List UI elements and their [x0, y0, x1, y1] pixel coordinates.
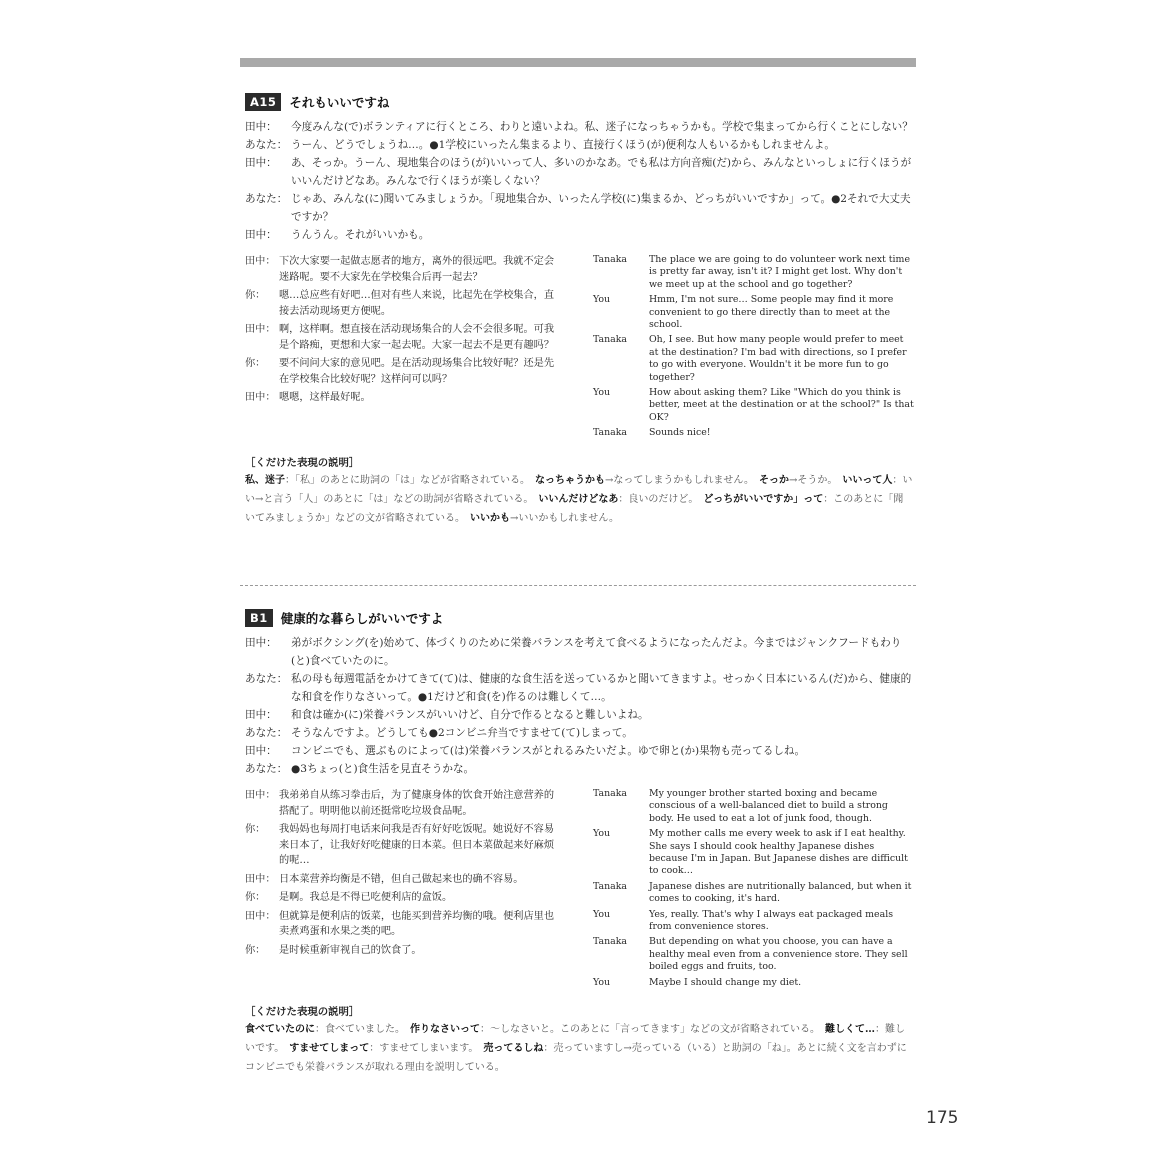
translation-line [593, 936, 915, 973]
explanation-heading: ［くだけた表現の説明］ [245, 1006, 360, 1019]
translation-line [245, 890, 563, 906]
dialogue-line [245, 154, 913, 190]
speaker: You [593, 908, 611, 920]
line-text: But depending on what you choose, you can have a healthy meal even from a convenience store. They sell boiled eggs and fruits, too. [649, 936, 908, 973]
translations [245, 788, 913, 992]
line-text: Sounds nice! [649, 427, 711, 439]
line-text: ●3ちょっ(と)食生活を見直そうかな。 [291, 763, 475, 775]
term-note: ：難しいです。 [245, 1024, 905, 1055]
japanese-dialogue [245, 634, 913, 778]
speaker: 田中： [245, 745, 277, 757]
speaker: 你： [245, 358, 266, 369]
line-text: Japanese dishes are nutritionally balanced, but when it comes to cooking, it's hard. [649, 880, 912, 905]
translation-line [593, 909, 915, 934]
line-text: 要不问问大家的意见吧。是在活动现场集合比较好呢？还是先在学校集合比较好呢？这样问可以吗？ [279, 358, 555, 385]
line-text: My younger brother started boxing and became conscious of a well-balanced diet to build a strong body. He used to eat a lot of junk food, though. [649, 788, 888, 824]
translations [245, 254, 913, 443]
translation-line [245, 288, 563, 319]
term-note: ：このあとに「聞いてみましょうか」などの文が省略されている。 [245, 493, 904, 524]
line-text: 弟がボクシング(を)始めて、体づくりのために栄養バランスを考えて食べるようになったんだよ。今まではジャンクフードもわり(と)食べていたのに。 [291, 637, 902, 667]
term-note: ：〜しなさいと。このあとに「言ってきます」などの文が省略されている。 [480, 1024, 815, 1036]
term: 売ってるしね [483, 1043, 544, 1055]
speaker: 你： [245, 290, 266, 301]
speaker: あなた： [245, 727, 288, 739]
speaker: 你： [245, 824, 266, 835]
english-translation [593, 788, 915, 992]
term: 私、迷子 [245, 474, 285, 486]
term-note: ：食べていました。 [315, 1024, 400, 1036]
speaker: 田中： [245, 157, 277, 169]
speaker: あなた： [245, 139, 288, 151]
translation-line [245, 872, 563, 888]
term-note: ：良いのだけど。 [618, 493, 694, 505]
section-heading [245, 92, 913, 112]
term: いいかも [470, 512, 510, 524]
line-text: Yes, really. That's why I always eat packaged meals from convenience stores. [649, 908, 894, 933]
speaker: You [593, 387, 611, 399]
translation-line [593, 427, 915, 439]
line-text: How about asking them? Like "Which do you think is better, meet at the destination or at the school?" Is that OK? [649, 387, 914, 423]
line-text: 是啊。我总是不得已吃便利店的盒饭。 [279, 892, 453, 903]
section-tag: B1 [245, 609, 273, 627]
english-translation [593, 254, 915, 443]
line-text: 但就算是便利店的饭菜，也能买到营养均衡的哦。便利店里也卖煮鸡蛋和水果之类的吧。 [279, 910, 555, 937]
explanation-text [245, 1020, 913, 1077]
dialogue-line [245, 760, 913, 778]
speaker: Tanaka [593, 334, 628, 346]
chinese-translation [245, 788, 563, 992]
line-text: 啊，这样啊。想直接在活动现场集合的人会不会很多呢。可我是个路痴，更想和大家一起去呢。大家一起去不是更有趣吗？ [279, 324, 555, 351]
speaker: You [593, 828, 611, 840]
dialogue-line [245, 742, 913, 760]
line-text: The place we are going to do volunteer work next time is pretty far away, isn't it? I might get lost. Why don't we meet up at the school and go together? [649, 254, 910, 290]
translation-line [593, 387, 915, 424]
translation-line [593, 334, 915, 384]
header-rule [240, 58, 916, 67]
speaker: あなた： [245, 673, 288, 685]
translation-line [245, 943, 563, 959]
line-text: My mother calls me every week to ask if I eat healthy. She says I should cook healthy Japanese dishes because I'm in Japan. But Japanese dishes are difficult to cook… [649, 828, 908, 877]
term: いいって人 [842, 474, 893, 486]
line-text: Oh, I see. But how many people would prefer to meet at the destination? I'm bad with directions, so I prefer to go with everyone. Wouldn't it be more fun to go together? [649, 334, 907, 383]
term-note: →なってしまうかもしれません。 [605, 474, 749, 486]
speaker: 田中： [245, 324, 276, 335]
translation-line [593, 828, 915, 878]
speaker: 田中： [245, 256, 276, 267]
translation-line [593, 254, 915, 291]
term-note: ：売っていますし→売っている（いる）と助詞の「ね」。あとに続く文を言わずにコンビニでも栄養バランスが取れる理由を説明している。 [245, 1043, 907, 1074]
translation-line [593, 881, 915, 906]
line-text: コンビニでも、選ぶものによって(は)栄養バランスがとれるみたいだよ。ゆで卵と(か)果物も売ってるしね。 [291, 745, 806, 757]
line-text: 嗯…总应些有好吧…但对有些人来说，比起先在学校集合，直接去活动现场更方便呢。 [279, 290, 555, 317]
term-note: ：いい→と言う「人」のあとに「は」などの助詞が省略されている。 [245, 474, 913, 505]
translation-line [593, 788, 915, 825]
japanese-dialogue [245, 118, 913, 244]
term-note: ：すませてしまいます。 [369, 1043, 474, 1055]
section-b1 [245, 608, 913, 1077]
dialogue-line [245, 706, 913, 724]
term: いいんだけどなあ [538, 493, 619, 505]
translation-line [245, 909, 563, 940]
line-text: うんうん。それがいいかも。 [291, 229, 430, 241]
term: 食べていたのに [245, 1024, 315, 1036]
speaker: 田中： [245, 637, 277, 649]
term-note: ：「私」のあとに助詞の「は」などが省略されている。 [285, 474, 525, 486]
dialogue-line [245, 724, 913, 742]
speaker: Tanaka [593, 880, 628, 892]
speaker: 田中： [245, 790, 276, 801]
translation-line [245, 390, 563, 406]
term: 難しくて… [825, 1024, 875, 1036]
translation-line [245, 822, 563, 869]
section-divider [240, 585, 916, 586]
line-text: 私の母も毎週電話をかけてきて(て)は、健康的な食生活を送っているかと聞いてきますよ。せっかく日本にいるん(だ)から、健康的な和食を作りなさいって。●1だけど和食(を)作るのは難しくて…。 [291, 673, 912, 703]
line-text: 和食は確か(に)栄養バランスがいいけど、自分で作るとなると難しいよね。 [291, 709, 649, 721]
speaker: 田中： [245, 121, 277, 133]
speaker: Tanaka [593, 788, 628, 799]
term-note: →いいかもしれません。 [510, 512, 619, 524]
speaker: Tanaka [593, 427, 628, 439]
speaker: 田中： [245, 392, 276, 403]
line-text: Maybe I should change my diet. [649, 976, 802, 988]
term-note: →そうか。 [788, 474, 833, 486]
dialogue-line [245, 118, 913, 136]
dialogue-line [245, 670, 913, 706]
speaker: 你： [245, 944, 266, 956]
speaker: You [593, 976, 611, 988]
line-text: じゃあ、みんな(に)聞いてみましょうか。「現地集合か、いったん学校(に)集まるか、どっちがいいですか」って。●2それで大丈夫ですか？ [291, 193, 911, 223]
section-title: それもいいですね [289, 95, 390, 110]
speaker: 田中： [245, 229, 277, 241]
explanation-heading: ［くだけた表現の説明］ [245, 456, 360, 469]
page-number: 175 [926, 1108, 959, 1128]
dialogue-line [245, 190, 913, 226]
line-text: そうなんですよ。どうしても●2コンビニ弁当ですませて(て)しまって。 [291, 727, 633, 739]
line-text: Hmm, I'm not sure… Some people may find it more convenient to go there directly than to meet at the school. [649, 294, 894, 331]
section-title: 健康的な暮らしがいいですよ [280, 611, 444, 626]
translation-line [245, 356, 563, 387]
term: なっちゃうかも [535, 474, 605, 486]
line-text: 下次大家要一起做志愿者的地方，离外的很远吧。我就不定会迷路呢。要不大家先在学校集合后再一起去？ [279, 256, 555, 283]
term: すませてしまって [289, 1043, 370, 1055]
line-text: あ、そっか。うーん、現地集合のほう(が)いいって人、多いのかなあ。でも私は方向音痴(だ)から、みんなといっしょに行くほうがいいんだけどなあ。みんなで行くほうが楽しくない？ [291, 157, 912, 187]
explanation-text [245, 471, 913, 528]
dialogue-line [245, 226, 913, 244]
speaker: 田中： [245, 873, 276, 885]
speaker: あなた： [245, 193, 288, 205]
term: そっか [758, 474, 789, 486]
translation-line [245, 322, 563, 353]
section-heading [245, 608, 913, 628]
speaker: 你： [245, 892, 266, 903]
translation-line [593, 977, 915, 989]
line-text: 我弟弟自从练习拳击后，为了健康身体的饮食开始注意营养的搭配了。明明他以前还挺常吃垃圾食品呢。 [279, 790, 555, 817]
line-text: 今度みんな(で)ボランティアに行くところ、わりと遠いよね。私、迷子になっちゃうかも。学校で集まってから行くことにしない？ [291, 121, 913, 133]
translation-line [245, 254, 563, 285]
speaker: あなた： [245, 763, 288, 775]
speaker: You [593, 294, 611, 306]
dialogue-line [245, 634, 913, 670]
speaker: 田中： [245, 709, 277, 721]
line-text: 我妈妈也每周打电话来问我是否有好好吃饭呢。她说好不容易来日本了，让我好好吃健康的日本菜。但日本菜做起来好麻烦的呢… [279, 824, 555, 866]
section-a15 [245, 92, 913, 528]
line-text: 日本菜营养均衡是不错，但自己做起来也的确不容易。 [279, 873, 524, 885]
line-text: うーん、どうでしょうね…。●1学校にいったん集まるより、直接行くほう(が)便利な人もいるかもしれませんよ。 [291, 139, 835, 151]
term: どっちがいいですか」って [703, 493, 824, 505]
line-text: 嗯嗯，这样最好呢。 [279, 392, 371, 403]
speaker: Tanaka [593, 936, 628, 948]
speaker: Tanaka [593, 254, 628, 265]
section-tag: A15 [245, 93, 281, 111]
speaker: 田中： [245, 910, 276, 922]
line-text: 是时候重新审视自己的饮食了。 [279, 944, 422, 956]
chinese-translation [245, 254, 563, 443]
translation-line [245, 788, 563, 819]
term: 作りなさいって [410, 1024, 480, 1036]
translation-line [593, 294, 915, 331]
dialogue-line [245, 136, 913, 154]
